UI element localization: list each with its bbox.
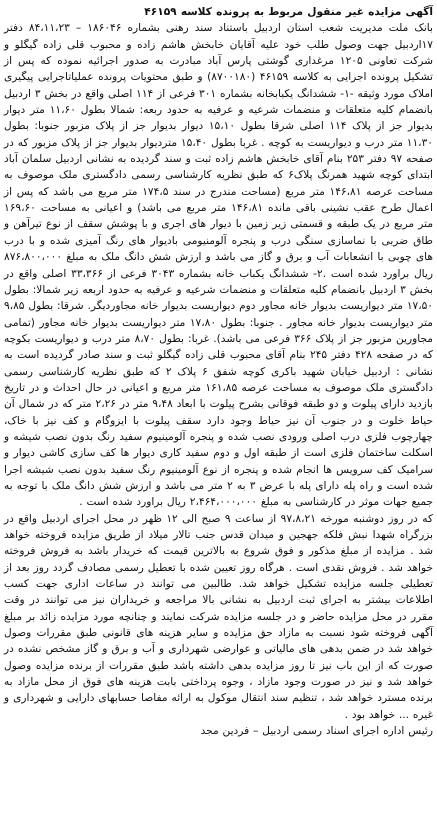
notice-title: آگهی مزایده غیر منقول مربوط به پرونده کلاسه ۴۶۱۵۹ bbox=[144, 6, 433, 18]
notice-paragraph: بانک ملت مدیریت شعب استان اردبیل باستناد سند رهنی بشماره ۱۸۶۰۴۶ – ۸۴،۱۱،۲۳ دفتر ۱۷اردبیل جهت وصول طلب خود علیه آقایان خابخش هاشم زاده و محبوب قلی زاده گیگلو و شرکت تعاونی ۱۲۰۵ مرغداری گوشتی پارس آباد مبادرت به صدور اجرائیه نموده که پس از تشکیل پرونده اجرایی به کلاسه ۴۶۱۵۹ (۸۷۰۰۱۸۰) و طبق محتویات پرونده عملیاتاجرایی پیگیری املاک مورد وثیقه -۱- ششدانگ یکبابخانه بشماره ۳۰۱ فرعی از ۱۱۴ اصلی واقع در بخش ۳ اردبیل بانضمام کلیه متعلقات و منضمات شرعیه و عرفیه به حدود ربعه: شمالا بطول ۱۱،۶۰ متر دیوار بدیوار جز از پلاک ۱۱۴ اصلی شرقا بطول ۱۵،۱۰ دیوار بدیوار جز از پلاک مزبور جنوبا: بطول ۱۱،۳۰ متر درب و دیواریست به کوچه . غربا بطول ۱۵،۴۰ متردیوار بدیوار جز از پلاک مزبور که در صفحه ۹۷ دفتر ۲۵۳ بنام آقای خابخش هاشم زاده ثبت و سند گردیده به نشانی اردبیل سلمان آباد ابتدای کوچه شهید همرنگ پلاک۶ که طبق نظریه کارشناسی رسمی دادگستری ملک موصوف به مساحت عرصه ۱۴۶،۸۱ متر مربع (مساحت مندرج در سند ۱۷۴،۵ متر مربع می باشد که پس از اعمال طرح عقب نشینی باقی مانده ۱۴۶،۸۱ متر مربع می باشد) و اعیانی به مساحت ۱۶۹،۶۰ متر مربع در یک طبقه و قسمتی زیر زمین با دیوار های اجری و با پوشش سقف از نوع تیرآهن و طاق ضربی با نماسازی سنگی درب و پنجره آلومنیومی بادیوار های رنگ آمیزی شده و با درب های چوبی با انشعابات آب و برق و گاز می باشد و ارزش شش دانگ ملک به مبلغ ۸۷۶،۸۰۰،۰۰۰ ریال براورد شده است .۲- ششدانگ یکباب خانه بشماره ۳۰۴۳ فرعی از ۳۳،۳۶۶ اصلی واقع در بخش ۳ اردبیل بانضمام کلیه متعلقات و منضمات شرعیه و عرفیه به حدود اربعه زیر شمالا: بطول ۱۷،۵۰ متر دیواریست بدیوار خانه مجاور دوم دیواریست بدیوار خانه مجاوردیگر. شرقا: بطول ۹،۸۵ متر دیواریست بدیوار خانه مجاور . جنوبا: بطول ۱۷،۸۰ متر دیواریست بدیوار خانه مجاور (تمامی مجاورین مزبور جز از پلاک ۳۶۶ فرعی می باشد). غربا: بطول ۸،۷۰ متر درب و دیواریست بکوچه که در صفحه ۴۲۸ دفتر ۲۴۵ بنام آقای محبوب قلی زاده گیگلو ثبت و سند صادر گردیده است به نشانی : اردبیل خیابان شهید باکری کوچه شفق ۶ پلاک ۲ که طبق نظریه کارشناسی رسمی دادگستری ملک موصوف به مساحت عرصه ۱۶۱،۸۵ متر مربع و اعیانی در حال احداث و در تاریخ بازدید دارای پیلوت و دو طبقه فوقانی بشرح پیلوت با ابعاد ۹،۴۸ متر در ۲،۲۶ متر که در شمال آن حیاط خلوت و در جنوب آن نیز حیاط وجود دارد سقف پیلوت با ایزوگام و کف نیز با خاک، چهارچوب فلزی درب اصلی ورودی نصب شده و پنجره آلومینیوم سفید رنگ بدون نصب شیشه و اسکلت ساختمان فلزی است از طبقه اول و دوم سفید کاری دیوار ها کف سازی کاشی دیوار و سرامیک کف سرویس ها انجام شده و پنجره از نوع آلومینیوم رنگ سفید بدون نصب شیشه اجرا شده است و راه پله دارای پله با عرض ۳ به ۲ متر می باشد و ارزش شش دانگ ملک با توجه به جمیع جهات موثر در کارشناسی به مبلغ ۲،۴۶۴،۰۰۰،۰۰۰ ریال براورد شده است . bbox=[4, 22, 434, 509]
notice-body-auction bbox=[4, 511, 433, 723]
notice-paragraph: که در روز دوشنبه مورخه ۹۷،۸،۲۱ از ساعت ۹ صبح الی ۱۲ ظهر در محل اجرای اردبیل واقع در بزرگراه شهدا نبش فلکه جهجین و میدان قدس جنب تالار میلاد از طریق مزایده فروخته خواهد شد . مزایده از مبلغ مذکور و فوق شروع به بالاترین قیمت که خریدار باشد به فروش فروخته خواهد شد . فروش نقدی است . هرگاه روز تعیین شده با تعطیل رسمی مصادف گردد روز بعد از تعطیلی جلسه مزایده تشکیل خواهد شد. طالبین می توانند در ساعات اداری جهت کسب اطلاعات بیشتر به اجرای ثبت اردبیل به نشانی بالا مراجعه و خریداران نیز می توانند در وقت مقرر در محل مزایده حاضر و در جلسه مزایده شرکت نمایند و چنانچه مورد مزایده زائد بر مبلغ آگهی فروخته شود نسبت به مازاد حق مزایده و سایر هزینه های قانونی طبق مقررات وصول خواهد شد در ضمن بدهی های مالیاتی و عوارضی شهرداری و آب و برق و گاز مشخص نشده در صورت که از این باب نیز تا روز مزایده بدهی داشته باشد طبق مقررات از برنده مزایده وصول خواهد شد و نیز در صورت وجود مازاد ، وجوه پرداختی بابت هزینه های فوق از محل مازاد به برنده مسترد خواهد شد ، تنظیم سند انتقال موکول به ارائه مفاصا حسابهای دارایی و شهرداری و غیره ... خواهد بود . bbox=[4, 512, 434, 721]
notice-signature: رئیس اداره اجرای اسناد رسمی اردبیل – فردین مجد bbox=[200, 725, 433, 738]
notice-body bbox=[4, 20, 433, 510]
